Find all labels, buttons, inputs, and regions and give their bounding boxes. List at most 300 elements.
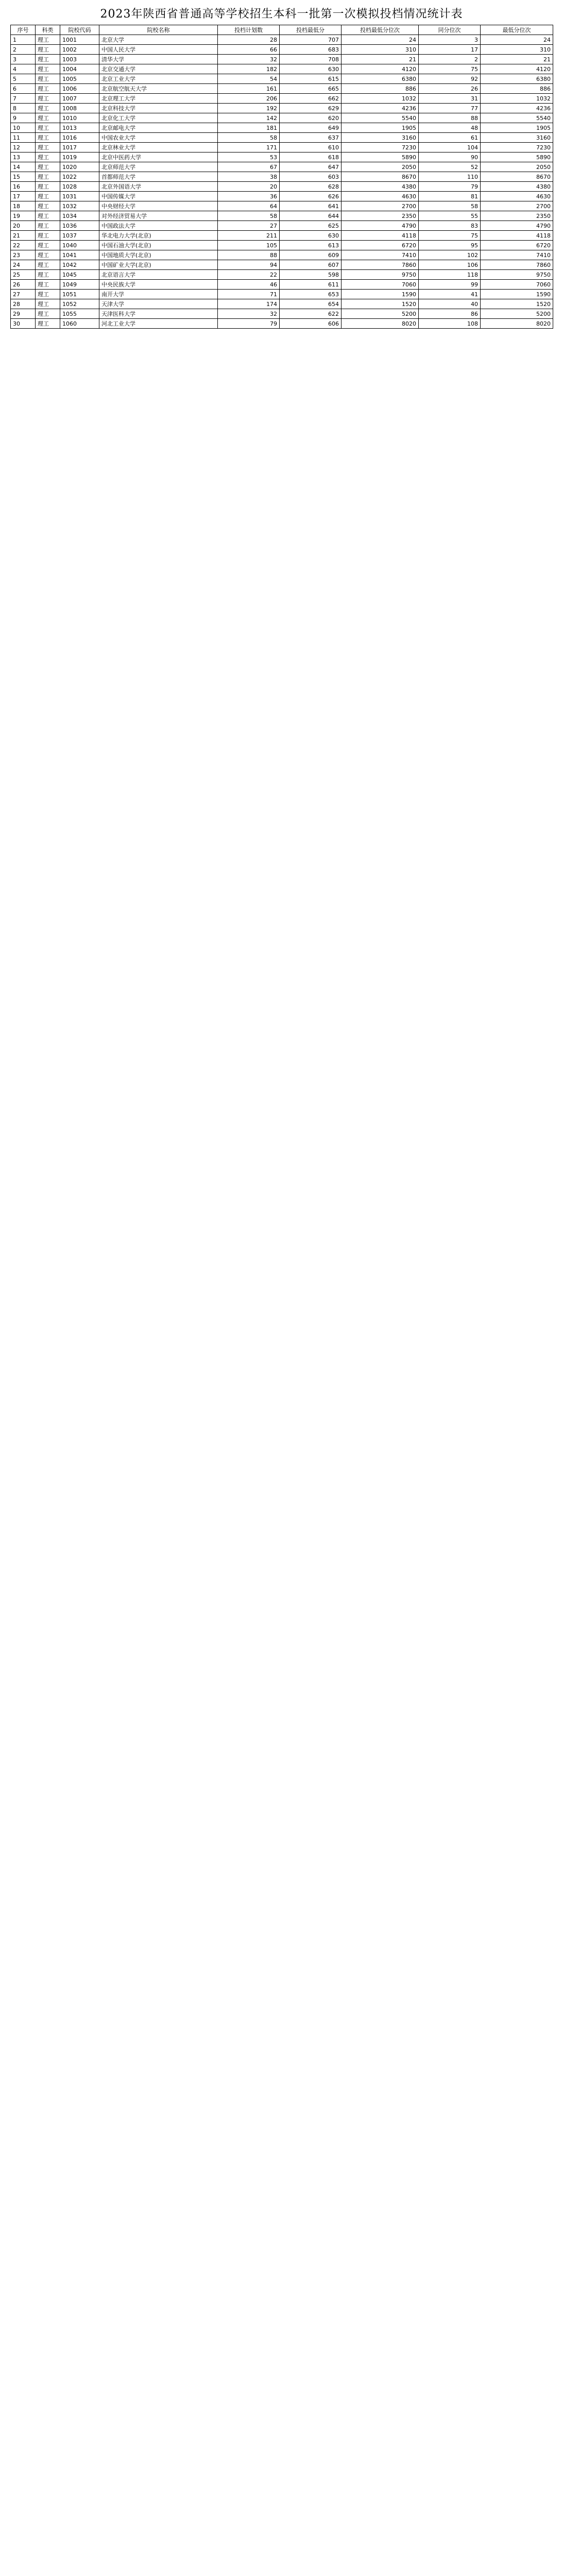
table-cell: 310 bbox=[481, 45, 553, 55]
table-cell: 607 bbox=[280, 260, 342, 270]
table-cell: 1002 bbox=[60, 45, 99, 55]
table-cell: 611 bbox=[280, 280, 342, 290]
table-cell: 理工 bbox=[36, 35, 60, 45]
table-cell: 中国农业大学 bbox=[99, 133, 218, 143]
table-cell: 1060 bbox=[60, 319, 99, 329]
table-cell: 644 bbox=[280, 211, 342, 221]
table-cell: 1045 bbox=[60, 270, 99, 280]
table-cell: 7410 bbox=[481, 250, 553, 260]
table-cell: 4236 bbox=[342, 104, 419, 113]
table-cell: 1017 bbox=[60, 143, 99, 152]
table-cell: 28 bbox=[11, 299, 36, 309]
table-cell: 1905 bbox=[342, 123, 419, 133]
column-header: 院校名称 bbox=[99, 25, 218, 35]
table-cell: 27 bbox=[218, 221, 280, 231]
table-cell: 13 bbox=[11, 152, 36, 162]
table-cell: 4 bbox=[11, 64, 36, 74]
table-cell: 647 bbox=[280, 162, 342, 172]
table-cell: 8 bbox=[11, 104, 36, 113]
table-cell: 7060 bbox=[481, 280, 553, 290]
table-cell: 36 bbox=[218, 192, 280, 201]
table-cell: 886 bbox=[342, 84, 419, 94]
table-cell: 1020 bbox=[60, 162, 99, 172]
table-cell: 北京化工大学 bbox=[99, 113, 218, 123]
table-cell: 1006 bbox=[60, 84, 99, 94]
table-cell: 26 bbox=[419, 84, 481, 94]
table-cell: 61 bbox=[419, 133, 481, 143]
table-cell: 1031 bbox=[60, 192, 99, 201]
table-cell: 90 bbox=[419, 152, 481, 162]
table-cell: 5890 bbox=[342, 152, 419, 162]
table-cell: 理工 bbox=[36, 172, 60, 182]
table-row bbox=[11, 211, 553, 221]
table-cell: 106 bbox=[419, 260, 481, 270]
admission-table bbox=[10, 25, 553, 329]
table-cell: 66 bbox=[218, 45, 280, 55]
table-cell: 中国传媒大学 bbox=[99, 192, 218, 201]
table-cell: 北京交通大学 bbox=[99, 64, 218, 74]
table-cell: 6720 bbox=[481, 241, 553, 250]
table-cell: 1032 bbox=[342, 94, 419, 104]
table-row bbox=[11, 241, 553, 250]
table-cell: 理工 bbox=[36, 133, 60, 143]
column-header: 序号 bbox=[11, 25, 36, 35]
table-cell: 637 bbox=[280, 133, 342, 143]
table-cell: 71 bbox=[218, 290, 280, 299]
table-cell: 1055 bbox=[60, 309, 99, 319]
table-cell: 25 bbox=[11, 270, 36, 280]
table-cell: 30 bbox=[11, 319, 36, 329]
table-cell: 4120 bbox=[481, 64, 553, 74]
table-cell: 7 bbox=[11, 94, 36, 104]
table-cell: 4790 bbox=[342, 221, 419, 231]
table-cell: 1001 bbox=[60, 35, 99, 45]
table-cell: 1590 bbox=[342, 290, 419, 299]
table-cell: 32 bbox=[218, 55, 280, 64]
table-cell: 1032 bbox=[481, 94, 553, 104]
table-row bbox=[11, 113, 553, 123]
table-cell: 48 bbox=[419, 123, 481, 133]
table-cell: 629 bbox=[280, 104, 342, 113]
table-cell: 662 bbox=[280, 94, 342, 104]
table-cell: 38 bbox=[218, 172, 280, 182]
table-row bbox=[11, 35, 553, 45]
table-row bbox=[11, 64, 553, 74]
table-cell: 1 bbox=[11, 35, 36, 45]
table-row bbox=[11, 290, 553, 299]
table-cell: 683 bbox=[280, 45, 342, 55]
table-cell: 649 bbox=[280, 123, 342, 133]
table-cell: 1052 bbox=[60, 299, 99, 309]
table-cell: 1049 bbox=[60, 280, 99, 290]
table-cell: 17 bbox=[11, 192, 36, 201]
table-cell: 理工 bbox=[36, 162, 60, 172]
table-cell: 8670 bbox=[481, 172, 553, 182]
table-cell: 75 bbox=[419, 231, 481, 241]
table-row bbox=[11, 270, 553, 280]
table-cell: 4790 bbox=[481, 221, 553, 231]
table-row bbox=[11, 192, 553, 201]
table-cell: 6380 bbox=[342, 74, 419, 84]
table-cell: 1042 bbox=[60, 260, 99, 270]
column-header: 投档最低分 bbox=[280, 25, 342, 35]
table-cell: 626 bbox=[280, 192, 342, 201]
table-cell: 6720 bbox=[342, 241, 419, 250]
table-cell: 4630 bbox=[342, 192, 419, 201]
table-cell: 1007 bbox=[60, 94, 99, 104]
table-row bbox=[11, 319, 553, 329]
table-cell: 4380 bbox=[342, 182, 419, 192]
table-cell: 北京科技大学 bbox=[99, 104, 218, 113]
table-cell: 华北电力大学(北京) bbox=[99, 231, 218, 241]
table-cell: 1019 bbox=[60, 152, 99, 162]
table-cell: 211 bbox=[218, 231, 280, 241]
table-cell: 1003 bbox=[60, 55, 99, 64]
table-cell: 11 bbox=[11, 133, 36, 143]
table-row bbox=[11, 55, 553, 64]
table-cell: 2 bbox=[11, 45, 36, 55]
table-cell: 618 bbox=[280, 152, 342, 162]
table-row bbox=[11, 133, 553, 143]
table-cell: 北京航空航天大学 bbox=[99, 84, 218, 94]
table-cell: 886 bbox=[481, 84, 553, 94]
table-row bbox=[11, 104, 553, 113]
table-cell: 654 bbox=[280, 299, 342, 309]
table-cell: 41 bbox=[419, 290, 481, 299]
table-row bbox=[11, 143, 553, 152]
table-cell: 4380 bbox=[481, 182, 553, 192]
table-cell: 理工 bbox=[36, 309, 60, 319]
table-cell: 3160 bbox=[481, 133, 553, 143]
table-cell: 58 bbox=[419, 201, 481, 211]
table-cell: 7060 bbox=[342, 280, 419, 290]
table-header-row bbox=[11, 25, 553, 35]
table-cell: 6 bbox=[11, 84, 36, 94]
table-cell: 理工 bbox=[36, 280, 60, 290]
table-cell: 理工 bbox=[36, 182, 60, 192]
table-cell: 88 bbox=[218, 250, 280, 260]
table-cell: 1036 bbox=[60, 221, 99, 231]
table-cell: 理工 bbox=[36, 201, 60, 211]
table-cell: 609 bbox=[280, 250, 342, 260]
table-cell: 630 bbox=[280, 64, 342, 74]
table-cell: 94 bbox=[218, 260, 280, 270]
table-cell: 天津医科大学 bbox=[99, 309, 218, 319]
table-row bbox=[11, 299, 553, 309]
table-cell: 21 bbox=[11, 231, 36, 241]
table-cell: 52 bbox=[419, 162, 481, 172]
table-cell: 理工 bbox=[36, 113, 60, 123]
table-cell: 58 bbox=[218, 211, 280, 221]
table-cell: 310 bbox=[342, 45, 419, 55]
table-cell: 12 bbox=[11, 143, 36, 152]
table-row bbox=[11, 162, 553, 172]
table-cell: 9 bbox=[11, 113, 36, 123]
table-cell: 28 bbox=[218, 35, 280, 45]
table-cell: 中国矿业大学(北京) bbox=[99, 260, 218, 270]
table-cell: 1032 bbox=[60, 201, 99, 211]
table-row bbox=[11, 94, 553, 104]
table-cell: 2700 bbox=[481, 201, 553, 211]
document-title: 2023年陕西省普通高等学校招生本科一批第一次模拟投档情况统计表 bbox=[100, 8, 463, 21]
table-cell: 2050 bbox=[481, 162, 553, 172]
table-cell: 7230 bbox=[481, 143, 553, 152]
table-cell: 5540 bbox=[342, 113, 419, 123]
table-cell: 中国地质大学(北京) bbox=[99, 250, 218, 260]
table-cell: 2050 bbox=[342, 162, 419, 172]
table-cell: 理工 bbox=[36, 55, 60, 64]
column-header: 科类 bbox=[36, 25, 60, 35]
table-cell: 105 bbox=[218, 241, 280, 250]
table-cell: 7860 bbox=[481, 260, 553, 270]
table-cell: 4118 bbox=[342, 231, 419, 241]
table-cell: 理工 bbox=[36, 192, 60, 201]
table-cell: 1004 bbox=[60, 64, 99, 74]
table-cell: 622 bbox=[280, 309, 342, 319]
table-cell: 10 bbox=[11, 123, 36, 133]
table-cell: 河北工业大学 bbox=[99, 319, 218, 329]
table-cell: 19 bbox=[11, 211, 36, 221]
table-cell: 83 bbox=[419, 221, 481, 231]
table-cell: 29 bbox=[11, 309, 36, 319]
table-cell: 理工 bbox=[36, 299, 60, 309]
table-cell: 104 bbox=[419, 143, 481, 152]
table-cell: 174 bbox=[218, 299, 280, 309]
table-cell: 3160 bbox=[342, 133, 419, 143]
table-cell: 75 bbox=[419, 64, 481, 74]
table-cell: 88 bbox=[419, 113, 481, 123]
table-cell: 中央财经大学 bbox=[99, 201, 218, 211]
table-cell: 南开大学 bbox=[99, 290, 218, 299]
table-cell: 中国石油大学(北京) bbox=[99, 241, 218, 250]
table-cell: 北京理工大学 bbox=[99, 94, 218, 104]
table-row bbox=[11, 201, 553, 211]
table-cell: 理工 bbox=[36, 319, 60, 329]
table-cell: 理工 bbox=[36, 123, 60, 133]
table-cell: 4118 bbox=[481, 231, 553, 241]
table-cell: 4630 bbox=[481, 192, 553, 201]
table-cell: 7230 bbox=[342, 143, 419, 152]
table-cell: 46 bbox=[218, 280, 280, 290]
table-cell: 92 bbox=[419, 74, 481, 84]
table-cell: 620 bbox=[280, 113, 342, 123]
table-cell: 99 bbox=[419, 280, 481, 290]
table-cell: 1051 bbox=[60, 290, 99, 299]
table-row bbox=[11, 221, 553, 231]
table-cell: 40 bbox=[419, 299, 481, 309]
table-cell: 1028 bbox=[60, 182, 99, 192]
table-cell: 24 bbox=[11, 260, 36, 270]
table-cell: 理工 bbox=[36, 64, 60, 74]
table-cell: 32 bbox=[218, 309, 280, 319]
table-cell: 4236 bbox=[481, 104, 553, 113]
table-cell: 192 bbox=[218, 104, 280, 113]
table-cell: 708 bbox=[280, 55, 342, 64]
table-cell: 1005 bbox=[60, 74, 99, 84]
table-cell: 北京邮电大学 bbox=[99, 123, 218, 133]
table-cell: 171 bbox=[218, 143, 280, 152]
table-cell: 53 bbox=[218, 152, 280, 162]
table-cell: 598 bbox=[280, 270, 342, 280]
table-cell: 8670 bbox=[342, 172, 419, 182]
column-header: 同分位次 bbox=[419, 25, 481, 35]
table-cell: 理工 bbox=[36, 94, 60, 104]
table-row bbox=[11, 260, 553, 270]
table-cell: 6380 bbox=[481, 74, 553, 84]
table-cell: 18 bbox=[11, 201, 36, 211]
table-cell: 81 bbox=[419, 192, 481, 201]
table-cell: 5 bbox=[11, 74, 36, 84]
table-cell: 102 bbox=[419, 250, 481, 260]
table-cell: 理工 bbox=[36, 74, 60, 84]
table-cell: 628 bbox=[280, 182, 342, 192]
table-cell: 理工 bbox=[36, 270, 60, 280]
table-row bbox=[11, 123, 553, 133]
table-cell: 22 bbox=[218, 270, 280, 280]
table-cell: 5890 bbox=[481, 152, 553, 162]
table-cell: 108 bbox=[419, 319, 481, 329]
table-cell: 3 bbox=[419, 35, 481, 45]
table-cell: 181 bbox=[218, 123, 280, 133]
table-cell: 610 bbox=[280, 143, 342, 152]
table-cell: 5540 bbox=[481, 113, 553, 123]
table-row bbox=[11, 231, 553, 241]
table-cell: 23 bbox=[11, 250, 36, 260]
table-cell: 理工 bbox=[36, 45, 60, 55]
table-cell: 1905 bbox=[481, 123, 553, 133]
table-cell: 95 bbox=[419, 241, 481, 250]
table-cell: 615 bbox=[280, 74, 342, 84]
table-row bbox=[11, 45, 553, 55]
table-cell: 理工 bbox=[36, 152, 60, 162]
table-cell: 中国政法大学 bbox=[99, 221, 218, 231]
table-cell: 86 bbox=[419, 309, 481, 319]
table-row bbox=[11, 84, 553, 94]
table-cell: 79 bbox=[419, 182, 481, 192]
table-cell: 142 bbox=[218, 113, 280, 123]
table-cell: 5200 bbox=[342, 309, 419, 319]
table-cell: 1022 bbox=[60, 172, 99, 182]
table-cell: 北京林业大学 bbox=[99, 143, 218, 152]
table-cell: 对外经济贸易大学 bbox=[99, 211, 218, 221]
table-cell: 4120 bbox=[342, 64, 419, 74]
table-cell: 1010 bbox=[60, 113, 99, 123]
table-cell: 653 bbox=[280, 290, 342, 299]
table-cell: 2350 bbox=[481, 211, 553, 221]
table-cell: 9750 bbox=[342, 270, 419, 280]
table-cell: 北京语言大学 bbox=[99, 270, 218, 280]
table-cell: 1040 bbox=[60, 241, 99, 250]
table-cell: 1016 bbox=[60, 133, 99, 143]
column-header: 投档最低分位次 bbox=[342, 25, 419, 35]
table-cell: 20 bbox=[11, 221, 36, 231]
table-cell: 27 bbox=[11, 290, 36, 299]
table-row bbox=[11, 172, 553, 182]
table-row bbox=[11, 182, 553, 192]
table-cell: 14 bbox=[11, 162, 36, 172]
table-cell: 2 bbox=[419, 55, 481, 64]
table-cell: 理工 bbox=[36, 241, 60, 250]
table-cell: 1520 bbox=[481, 299, 553, 309]
table-cell: 8020 bbox=[481, 319, 553, 329]
table-cell: 118 bbox=[419, 270, 481, 280]
table-row bbox=[11, 152, 553, 162]
table-cell: 理工 bbox=[36, 290, 60, 299]
table-cell: 北京师范大学 bbox=[99, 162, 218, 172]
table-cell: 北京大学 bbox=[99, 35, 218, 45]
table-cell: 641 bbox=[280, 201, 342, 211]
table-cell: 理工 bbox=[36, 260, 60, 270]
table-cell: 625 bbox=[280, 221, 342, 231]
table-cell: 707 bbox=[280, 35, 342, 45]
table-cell: 630 bbox=[280, 231, 342, 241]
table-row bbox=[11, 309, 553, 319]
table-cell: 15 bbox=[11, 172, 36, 182]
table-cell: 54 bbox=[218, 74, 280, 84]
table-cell: 理工 bbox=[36, 211, 60, 221]
table-cell: 64 bbox=[218, 201, 280, 211]
table-cell: 1590 bbox=[481, 290, 553, 299]
table-cell: 20 bbox=[218, 182, 280, 192]
table-cell: 2700 bbox=[342, 201, 419, 211]
table-cell: 理工 bbox=[36, 231, 60, 241]
table-cell: 中央民族大学 bbox=[99, 280, 218, 290]
table-cell: 北京外国语大学 bbox=[99, 182, 218, 192]
table-cell: 3 bbox=[11, 55, 36, 64]
table-cell: 理工 bbox=[36, 250, 60, 260]
column-header: 最低分位次 bbox=[481, 25, 553, 35]
table-cell: 1013 bbox=[60, 123, 99, 133]
table-cell: 55 bbox=[419, 211, 481, 221]
table-cell: 理工 bbox=[36, 84, 60, 94]
table-cell: 58 bbox=[218, 133, 280, 143]
table-cell: 206 bbox=[218, 94, 280, 104]
table-cell: 1520 bbox=[342, 299, 419, 309]
table-cell: 31 bbox=[419, 94, 481, 104]
table-row bbox=[11, 250, 553, 260]
table-cell: 中国人民大学 bbox=[99, 45, 218, 55]
table-cell: 7410 bbox=[342, 250, 419, 260]
table-cell: 理工 bbox=[36, 143, 60, 152]
table-cell: 16 bbox=[11, 182, 36, 192]
table-cell: 613 bbox=[280, 241, 342, 250]
table-cell: 182 bbox=[218, 64, 280, 74]
table-cell: 北京工业大学 bbox=[99, 74, 218, 84]
table-cell: 5200 bbox=[481, 309, 553, 319]
table-cell: 8020 bbox=[342, 319, 419, 329]
table-cell: 首都师范大学 bbox=[99, 172, 218, 182]
table-cell: 北京中医药大学 bbox=[99, 152, 218, 162]
table-cell: 22 bbox=[11, 241, 36, 250]
table-cell: 理工 bbox=[36, 221, 60, 231]
table-row bbox=[11, 280, 553, 290]
table-cell: 24 bbox=[481, 35, 553, 45]
table-cell: 21 bbox=[481, 55, 553, 64]
table-cell: 17 bbox=[419, 45, 481, 55]
column-header: 院校代码 bbox=[60, 25, 99, 35]
table-cell: 77 bbox=[419, 104, 481, 113]
table-cell: 110 bbox=[419, 172, 481, 182]
table-cell: 24 bbox=[342, 35, 419, 45]
table-cell: 665 bbox=[280, 84, 342, 94]
table-cell: 理工 bbox=[36, 104, 60, 113]
table-cell: 1008 bbox=[60, 104, 99, 113]
table-cell: 1041 bbox=[60, 250, 99, 260]
table-cell: 79 bbox=[218, 319, 280, 329]
table-cell: 1037 bbox=[60, 231, 99, 241]
table-cell: 9750 bbox=[481, 270, 553, 280]
table-cell: 1034 bbox=[60, 211, 99, 221]
